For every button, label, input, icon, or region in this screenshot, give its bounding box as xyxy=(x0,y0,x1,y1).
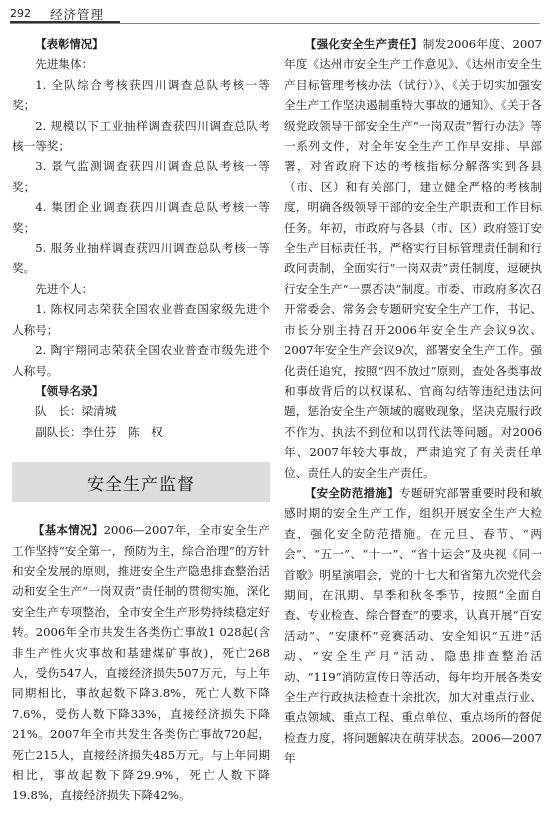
responsibility-text: 制发2006年度、2007年度《达州市安全生产工作意见》、《达州市安全生产目标管理考核办法（试行）》、《关于切实加强安全生产工作坚决遏制重特大事故的通知》、《关于各级党政领导干部安全生产“一岗双责”暂行办法》等一系列文件，对全年安全生产工作早安排、早部署，对省政府下达的考核指标分解落实到各县（市、区）和有关部门，建立健全严格的考核制度，明确各级领导干部的安全生产职责和工作目标任务。年初，市政府与各县（市、区）政府签订安全生产目标责任书，严格实行目标管理责任制和行政问责制，全面实行“一岗双责”责任制度，逗硬执行安全生产“一票否决”制度。市委、市政府多次召开常委会、常务会专题研究安全生产工作，书记、市长分别主持召开2006年安全生产会议9次、2007年安全生产会议9次，部署安全生产工作。强化责任追究，按照“四不放过”原则，查处各类事故和事故背后的以权谋私、官商勾结等违纪违法问题，惩治安全生产领域的腐败现象，坚决克服行政不作为、执法不到位和以罚代法等问题。对2006年、2007年较大事故，严肃追究了有关责任单位、责任人的安全生产责任。 xyxy=(284,37,542,480)
right-column xyxy=(284,34,542,819)
prevention-text: 专题研究部署重要时段和敏感时期的安全生产工作，组织开展安全生产大检查，强化安全防范措施。在元旦、春节、“两会”、“五一”、“十一”、“省十运会”及央视《同一首歌》明星演唱会，党的十七大和省第九次党代会期间，在汛期、旱季和秋冬季节，按照“全面自查、专业检查、综合督查”的要求，认真开展“百安活动”、“安康杯”竞赛活动、安全知识“五进”活动、“安全生产月”活动、隐患排查整治活动、“119”消防宣传日等活动，每年均开展各类安全生产行政执法检查十余批次，加大对重点行业、重点领域、重点工程、重点单位、重点场所的督促检查力度，将问题解决在萌芽状态。2006—2007年 xyxy=(284,485,542,766)
basic-situation-paragraph xyxy=(12,520,270,806)
leader-captain: 队 长：梁清城 xyxy=(35,404,117,419)
collective-item-4: 4. 集团企业调查获四川调查总队考核一等奖； xyxy=(12,200,270,235)
header-rule xyxy=(10,23,540,24)
individual-item-2: 2. 陶宇翔同志荣获全国农业普查市级先进个人称号。 xyxy=(12,343,270,378)
collective-item-1: 1. 全队综合考核获四川调查总队考核一等奖； xyxy=(12,77,270,113)
collective-item-3: 3. 景气监测调查获四川调查总队考核一等奖； xyxy=(12,159,270,194)
individuals-label: 先进个人： xyxy=(35,281,94,296)
prevention-paragraph xyxy=(284,483,542,769)
collective-item-2: 2. 规模以下工业抽样调查获四川调查总队考核一等奖； xyxy=(12,118,270,154)
section-banner xyxy=(12,462,270,502)
honors-heading: 【表彰情况】 xyxy=(35,37,104,51)
leaders-heading: 【领导名录】 xyxy=(35,383,104,398)
responsibility-paragraph xyxy=(284,34,542,483)
banner-title: 安全生产监督 xyxy=(87,474,195,495)
collectives-label: 先进集体： xyxy=(35,57,94,72)
individual-item-1: 1. 陈权同志荣获全国农业普查国家级先进个人称号； xyxy=(12,302,270,337)
basic-situation-tag: 【基本情况】 xyxy=(32,523,104,538)
basic-situation-text: 2006—2007年，全市安全生产工作坚持“安全第一，预防为主，综合治理”的方针和安全发展的原则，推进安全生产隐患排查整治活动和安全生产“一岗双责”责任制的贯彻实施，深化安全生产专项整治，全市安全生产形势持续稳定好转。2006年全市共发生各类伤亡事故1 028起(含非生产性火灾事故和基建煤矿事故)，死亡268人，受伤547人，直接经济损失507万元，与上年同期相比，事故起数下降3.8%，死亡人数下降7.6%，受伤人数下降33%，直接经济损失下降21%。2007年全市共发生各类伤亡事故720起，死亡215人，直接经济损失485万元。与上年同期相比，事故起数下降29.9%，死亡人数下降19.8%，直接经济损失下降42%。 xyxy=(12,523,270,803)
page-number: 292 xyxy=(10,7,31,20)
collective-item-5: 5. 服务业抽样调查获四川调查总队考核一等奖。 xyxy=(12,241,270,276)
section-title: 经济管理 xyxy=(50,7,105,22)
page-header xyxy=(10,4,540,26)
prevention-tag: 【安全防范措施】 xyxy=(304,485,399,500)
responsibility-tag: 【强化安全生产责任】 xyxy=(304,37,423,51)
leader-vice-captain: 副队长：李仕芬 陈 权 xyxy=(35,424,163,439)
left-column xyxy=(12,34,270,819)
